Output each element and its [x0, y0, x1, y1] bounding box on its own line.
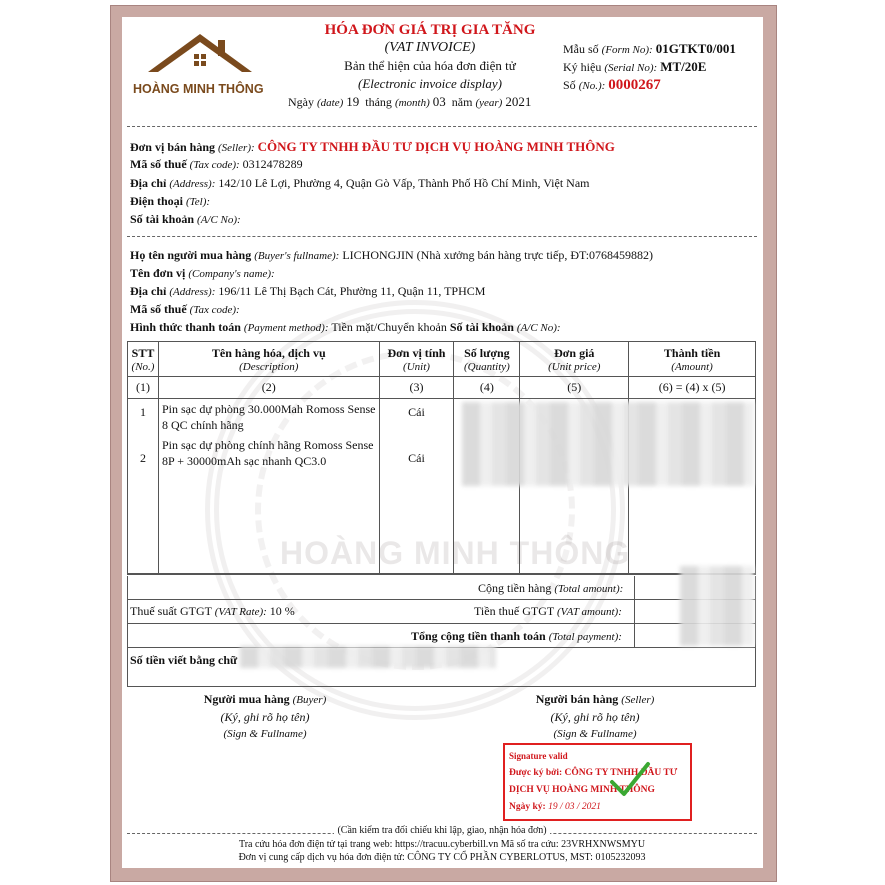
- form-number: Mẫu số (Form No): 01GTKT0/001: [563, 41, 736, 56]
- totals-line: [127, 599, 756, 600]
- redacted-amount-words: [240, 646, 496, 668]
- amount-in-words-row: Số tiền viết bằng chữ: [130, 653, 238, 667]
- buyer-name-row: Họ tên người mua hàng (Buyer's fullname): LICHONGJIN (Nhà xưởng bán hàng trực tiếp, ĐT:0768459882): [130, 248, 654, 262]
- buyer-company-row: Tên đơn vị (Company's name):: [130, 266, 275, 280]
- index-cell: (5): [520, 377, 629, 399]
- seller-tax-row: Mã số thuế (Tax code): 0312478289: [130, 157, 303, 171]
- seller-name-row: Đơn vị bán hàng (Seller): CÔNG TY TNHH ĐẦU TƯ DỊCH VỤ HOÀNG MINH THÔNG: [130, 139, 615, 154]
- totals-column-line: [634, 576, 635, 648]
- table-header-row: [128, 342, 756, 377]
- item-unit: Cái: [379, 399, 454, 437]
- buyer-payment-row: Hình thức thanh toán (Payment method): Tiền mặt/Chuyển khoản Số tài khoản (A/C No):: [130, 320, 561, 334]
- header-cell: Thành tiền (Amount): [629, 342, 756, 377]
- footer-provider: Đơn vị cung cấp dịch vụ hóa đơn điện tử: CÔNG TY CỔ PHẦN CYBERLOTUS, MST: 0105232093: [238, 852, 646, 863]
- seller-signature-title: Người bán hàng (Seller): [535, 692, 655, 706]
- item-description: Pin sạc dự phòng chính hãng Romoss Sense 8P + 30000mAh sạc nhanh QC3.0: [158, 437, 379, 489]
- vat-rate-row: Thuế suất GTGT (VAT Rate): 10 %: [130, 604, 295, 618]
- item-no: 1: [128, 399, 159, 437]
- header-cell: Số lượng (Quantity): [454, 342, 520, 377]
- buyer-tax-row: Mã số thuế (Tax code):: [130, 302, 240, 316]
- header-cell: Đơn giá (Unit price): [520, 342, 629, 377]
- total-amount-label: Cộng tiền hàng (Total amount):: [478, 581, 624, 595]
- signature-valid-label: Signature valid: [509, 751, 568, 761]
- index-cell: (1): [128, 377, 159, 399]
- buyer-signature-note-en: (Sign & Fullname): [223, 728, 307, 740]
- sign-date-line: Ngày ký: 19 / 03 / 2021: [509, 802, 601, 812]
- seller-account-row: Số tài khoản (A/C No):: [130, 212, 241, 226]
- redacted-totals: [680, 566, 754, 646]
- index-cell: (2): [158, 377, 379, 399]
- company-logo: [130, 30, 270, 100]
- header-cell: Tên hàng hóa, dịch vụ (Description): [158, 342, 379, 377]
- table-empty-rows: [128, 489, 756, 574]
- vat-amount-label: Tiền thuế GTGT (VAT amount):: [474, 604, 622, 618]
- watermark-text: HOÀNG MINH THÔNG: [280, 535, 631, 571]
- total-payment-label: Tổng cộng tiền thanh toán (Total payment):: [411, 629, 622, 643]
- buyer-signature-note: (Ký, ghi rõ họ tên): [220, 710, 310, 724]
- invoice-subtitle: Bản thể hiện của hóa đơn điện tử: [344, 58, 516, 73]
- invoice-number: Số (No.): 0000267: [563, 77, 661, 93]
- seller-address-row: Địa chỉ (Address): 142/10 Lê Lợi, Phường 4, Quận Gò Vấp, Thành Phố Hồ Chí Minh, Việt Nam: [130, 176, 590, 190]
- divider: [127, 236, 757, 237]
- item-unit: Cái: [379, 437, 454, 489]
- index-cell: (6) = (4) x (5): [629, 377, 756, 399]
- header-cell: STT (No.): [128, 342, 159, 377]
- signed-by-line-2: DỊCH VỤ HOÀNG MINH THÔNG: [509, 785, 655, 795]
- buyer-address-row: Địa chỉ (Address): 196/11 Lê Thị Bạch Cát, Phường 11, Quận 11, TPHCM: [130, 284, 486, 298]
- footer-lookup: Tra cứu hóa đơn điện tử tại trang web: https://tracuu.cyberbill.vn Mã số tra cứu: 23VRHXNWSMYU: [238, 839, 646, 850]
- serial-number: Ký hiệu (Serial No): MT/20E: [563, 59, 707, 74]
- buyer-signature-title: Người mua hàng (Buyer): [203, 692, 327, 706]
- logo-text: HOÀNG MINH THÔNG: [133, 82, 264, 96]
- footer-check-note: (Cần kiểm tra đối chiếu khi lập, giao, nhận hóa đơn): [127, 825, 757, 836]
- redacted-prices: [462, 402, 754, 486]
- signed-by-line: Được ký bởi: CÔNG TY TNHH ĐẦU TƯ: [509, 768, 678, 778]
- house-logo-icon: [130, 30, 270, 80]
- checkmark-icon: [608, 760, 652, 800]
- invoice-date: Ngày (date) 19 tháng (month) 03 năm (year) 2021: [288, 94, 532, 109]
- index-cell: (4): [454, 377, 520, 399]
- item-no: 2: [128, 437, 159, 489]
- header-cell: Đơn vị tính (Unit): [379, 342, 454, 377]
- table-bottom-edge: [128, 574, 756, 575]
- index-cell: (3): [379, 377, 454, 399]
- seller-signature-note-en: (Sign & Fullname): [553, 728, 637, 740]
- totals-line: [127, 623, 756, 624]
- seller-phone-row: Điện thoại (Tel):: [130, 194, 211, 208]
- invoice-subtitle-en: (Electronic invoice display): [358, 76, 502, 91]
- invoice-title: HÓA ĐƠN GIÁ TRỊ GIA TĂNG: [324, 22, 536, 38]
- invoice-title-en: (VAT INVOICE): [384, 40, 476, 55]
- table-index-row: [128, 377, 756, 399]
- seller-signature-note: (Ký, ghi rõ họ tên): [550, 710, 640, 724]
- item-description: Pin sạc dự phòng 30.000Mah Romoss Sense 8 QC chính hãng: [158, 399, 379, 437]
- divider: [127, 126, 757, 127]
